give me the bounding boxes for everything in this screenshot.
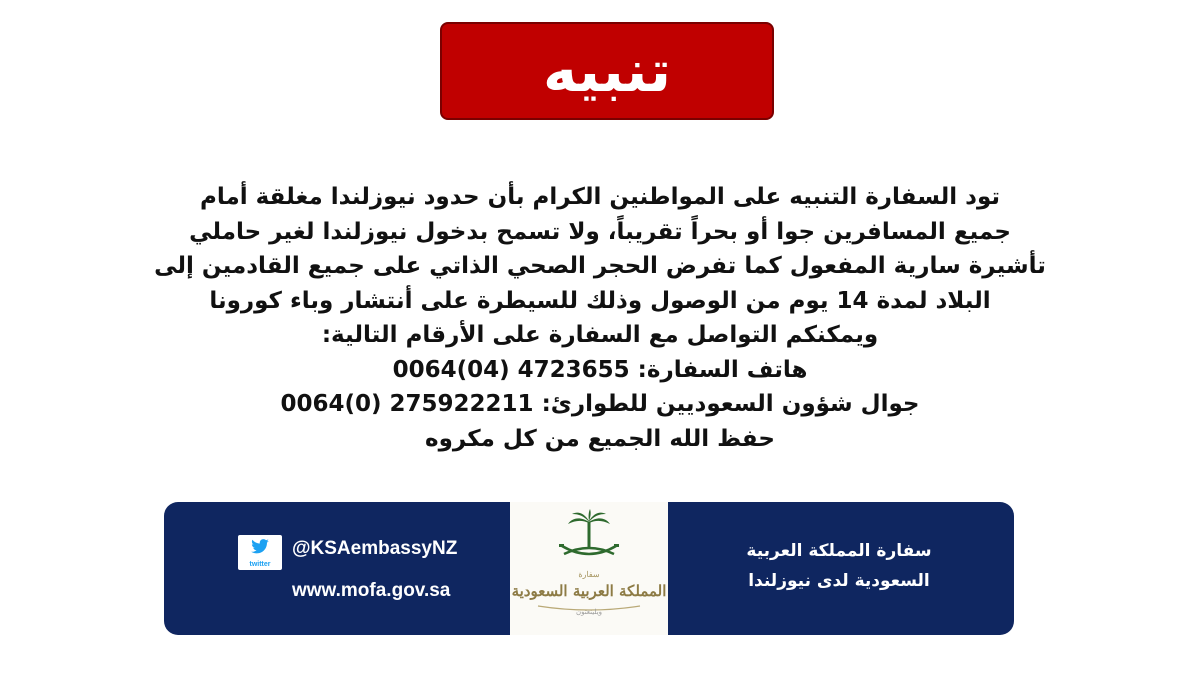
seal-sub-text: ويلينغتون (575, 608, 603, 616)
seal-small-text: سفارة (578, 570, 600, 579)
emergency-phone-label: جوال شؤون السعوديين للطوارئ: (541, 391, 920, 417)
embassy-name (724, 536, 954, 596)
footer-banner (164, 502, 1014, 635)
notice-line: تأشيرة سارية المفعول كما تفرض الحجر الصحي الذاتي على جميع القادمين إلى (154, 253, 1046, 279)
twitter-icon[interactable] (238, 535, 282, 570)
twitter-bird-icon (250, 539, 270, 555)
twitter-word: twitter (249, 561, 271, 568)
embassy-name-line: السعودية لدى نيوزلندا (748, 571, 930, 591)
embassy-phone-number[interactable]: 0064(04) 4723655 (392, 356, 630, 383)
website-link[interactable]: www.mofa.gov.sa (292, 580, 451, 601)
embassy-phone-line (140, 353, 1060, 388)
notice-line: ويمكنكم التواصل مع السفارة على الأرقام التالية: (321, 322, 879, 348)
closing-line: حفظ الله الجميع من كل مكروه (425, 425, 775, 452)
embassy-seal (510, 502, 668, 635)
seal-main-text: المملكة العربية السعودية (511, 582, 667, 600)
notice-line: تود السفارة التنبيه على المواطنين الكرام بأن حدود نيوزلندا مغلقة أمام (199, 184, 1001, 210)
twitter-handle[interactable]: @KSAembassyNZ (292, 538, 458, 559)
notice-text (140, 180, 1060, 456)
emergency-phone-number[interactable]: 0064(0) 275922211 (280, 391, 534, 417)
emergency-phone-line (140, 387, 1060, 422)
embassy-phone-label: هاتف السفارة: (637, 356, 808, 383)
alert-banner (440, 22, 774, 120)
alert-title: تنبيه (543, 37, 671, 105)
embassy-name-line: سفارة المملكة العربية (746, 541, 932, 561)
notice-line: جميع المسافرين جوا أو بحراً تقريباً، ولا تسمح بدخول نيوزلندا لغير حاملي (189, 218, 1011, 245)
notice-line: البلاد لمدة 14 يوم من الوصول وذلك للسيطرة على أنتشار وباء كورونا (209, 287, 991, 314)
